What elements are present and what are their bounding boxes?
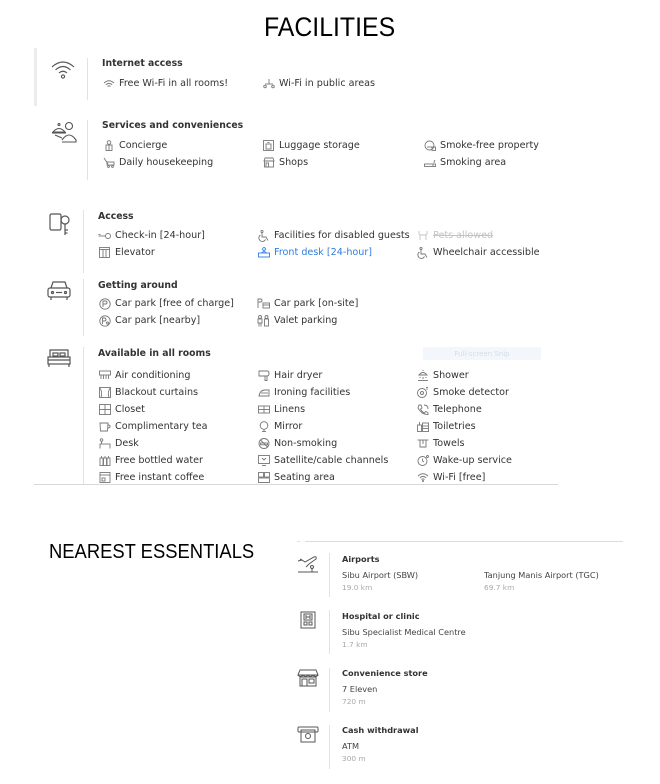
wifi-icon: [416, 472, 429, 483]
iron-icon: [257, 387, 270, 398]
curtains-icon: [98, 387, 111, 398]
room-amenity-item: Satellite/cable channels: [257, 452, 388, 469]
valet-icon: [257, 315, 270, 326]
seating-icon: [257, 472, 270, 483]
concierge-person-icon: [50, 120, 78, 146]
place-name: ATM: [342, 741, 360, 751]
divider: [83, 210, 84, 273]
snip-overlay: Full-screen Snip: [423, 347, 541, 360]
room-amenity-item: Hair dryer: [257, 367, 388, 384]
facility-item: Facilities for disabled guests: [257, 230, 410, 241]
facilities-title: FACILITIES: [264, 12, 396, 42]
room-amenity-item: Mirror: [257, 418, 388, 435]
smoke-free-icon: [423, 140, 436, 151]
facility-item: Check-in [24-hour]: [98, 230, 205, 241]
room-amenity-item: Closet: [98, 401, 208, 418]
divider: [83, 279, 84, 336]
room-amenity-item: Complimentary tea: [98, 418, 208, 435]
section-divider: [34, 484, 558, 485]
alarm-clock-icon: [416, 455, 429, 466]
room-amenity-item: Seating area: [257, 469, 388, 486]
section-title-access: Access: [98, 211, 134, 222]
place-name: Sibu Airport (SBW): [342, 570, 419, 580]
parking-onsite-icon: [257, 298, 270, 309]
facility-item: Concierge: [102, 140, 167, 151]
section-title-getting-around: Getting around: [98, 280, 178, 291]
room-amenity-item: Telephone: [416, 401, 512, 418]
facility-item: Smoking area: [423, 157, 506, 168]
section-title-internet: Internet access: [102, 58, 183, 69]
concierge-icon: [102, 140, 115, 151]
section-title-services: Services and conveniences: [102, 120, 244, 131]
parking-free-icon: [98, 298, 111, 309]
parking-nearby-icon: [98, 315, 111, 326]
pet-icon: [416, 230, 429, 241]
wifi-icon: [102, 78, 115, 89]
elevator-icon: [98, 247, 111, 258]
hospital-icon: [299, 610, 327, 636]
phone-key-icon: [48, 210, 76, 236]
luggage-icon: [262, 140, 275, 151]
front-desk-icon: [257, 247, 270, 258]
facility-item: Car park [free of charge]: [98, 298, 234, 309]
divider: [83, 347, 84, 484]
housekeeping-cart-icon: [102, 157, 115, 168]
front-desk-link[interactable]: Front desk [24-hour]: [257, 247, 372, 258]
place-distance: 300 m: [342, 754, 366, 763]
cup-icon: [98, 421, 111, 432]
wifi-icon: [50, 58, 78, 84]
ac-icon: [98, 370, 111, 381]
rooms-column-3: [416, 367, 512, 486]
facility-item: Car park [on-site]: [257, 298, 358, 309]
telephone-icon: [416, 404, 429, 415]
car-icon: [46, 279, 74, 305]
shower-icon: [416, 370, 429, 381]
room-amenity-item: Linens: [257, 401, 388, 418]
facility-item: Smoke-free property: [423, 140, 539, 151]
divider: [87, 120, 88, 180]
desk-icon: [98, 438, 111, 449]
divider: [329, 668, 330, 712]
place-name: Sibu Specialist Medical Centre: [342, 627, 466, 637]
room-amenity-item: Free bottled water: [98, 452, 208, 469]
nearest-title-cash: Cash withdrawal: [342, 725, 419, 735]
place-name: Tanjung Manis Airport (TGC): [484, 570, 599, 580]
facility-item: Wi-Fi in public areas: [262, 78, 375, 89]
room-amenity-item: Shower: [416, 367, 512, 384]
wheelchair-icon: [257, 230, 270, 241]
network-icon: [262, 78, 275, 89]
nearest-title-hospital: Hospital or clinic: [342, 611, 420, 621]
rooms-column-1: [98, 367, 208, 486]
shop-icon: [262, 157, 275, 168]
room-amenity-item: Ironing facilities: [257, 384, 388, 401]
no-smoking-icon: [257, 438, 270, 449]
room-amenity-item: Wake-up service: [416, 452, 512, 469]
coffee-machine-icon: [98, 472, 111, 483]
section-title-rooms: Available in all rooms: [98, 348, 211, 359]
room-amenity-item: Air conditioning: [98, 367, 208, 384]
cigarette-icon: [423, 157, 436, 168]
wheelchair-icon: [416, 247, 429, 258]
divider: [329, 725, 330, 769]
facility-item: Elevator: [98, 247, 155, 258]
room-amenity-item: Free instant coffee: [98, 469, 208, 486]
place-distance: 720 m: [342, 697, 366, 706]
bottles-icon: [98, 455, 111, 466]
divider: [329, 610, 330, 654]
place-distance: 19.0 km: [342, 583, 373, 592]
hair-dryer-icon: [257, 370, 270, 381]
bed-icon: [46, 347, 74, 373]
nearest-title-airports: Airports: [342, 554, 380, 564]
towels-icon: [416, 438, 429, 449]
atm-icon: [297, 725, 325, 751]
nearest-title-store: Convenience store: [342, 668, 428, 678]
place-distance: 1.7 km: [342, 640, 368, 649]
key-icon: [98, 230, 111, 241]
scroll-edge: [34, 48, 37, 106]
mirror-icon: [257, 421, 270, 432]
place-distance: 69.7 km: [484, 583, 515, 592]
toiletries-icon: [416, 421, 429, 432]
nearest-essentials-title: NEAREST ESSENTIALS: [49, 541, 255, 563]
room-amenity-item: Blackout curtains: [98, 384, 208, 401]
facility-item: Shops: [262, 157, 308, 168]
facility-item: Valet parking: [257, 315, 337, 326]
room-amenity-item: Smoke detector: [416, 384, 512, 401]
room-amenity-item: Desk: [98, 435, 208, 452]
divider: [329, 553, 330, 597]
closet-icon: [98, 404, 111, 415]
facility-item: Free Wi-Fi in all rooms!: [102, 78, 228, 89]
facility-item: Daily housekeeping: [102, 157, 213, 168]
linens-icon: [257, 404, 270, 415]
facility-item: Wheelchair accessible: [416, 247, 540, 258]
tv-icon: [257, 455, 270, 466]
room-amenity-item: Wi-Fi [free]: [416, 469, 512, 486]
room-amenity-item: Non-smoking: [257, 435, 388, 452]
airplane-icon: [297, 553, 325, 579]
divider: [297, 541, 300, 542]
rooms-column-2: [257, 367, 388, 486]
place-name: 7 Eleven: [342, 684, 378, 694]
divider: [305, 541, 623, 542]
facility-item-unavailable: Pets allowed: [416, 230, 493, 241]
store-icon: [297, 668, 325, 694]
facility-item: Luggage storage: [262, 140, 360, 151]
room-amenity-item: Toiletries: [416, 418, 512, 435]
divider: [87, 58, 88, 100]
facility-item: Car park [nearby]: [98, 315, 200, 326]
smoke-detector-icon: [416, 387, 429, 398]
room-amenity-item: Towels: [416, 435, 512, 452]
